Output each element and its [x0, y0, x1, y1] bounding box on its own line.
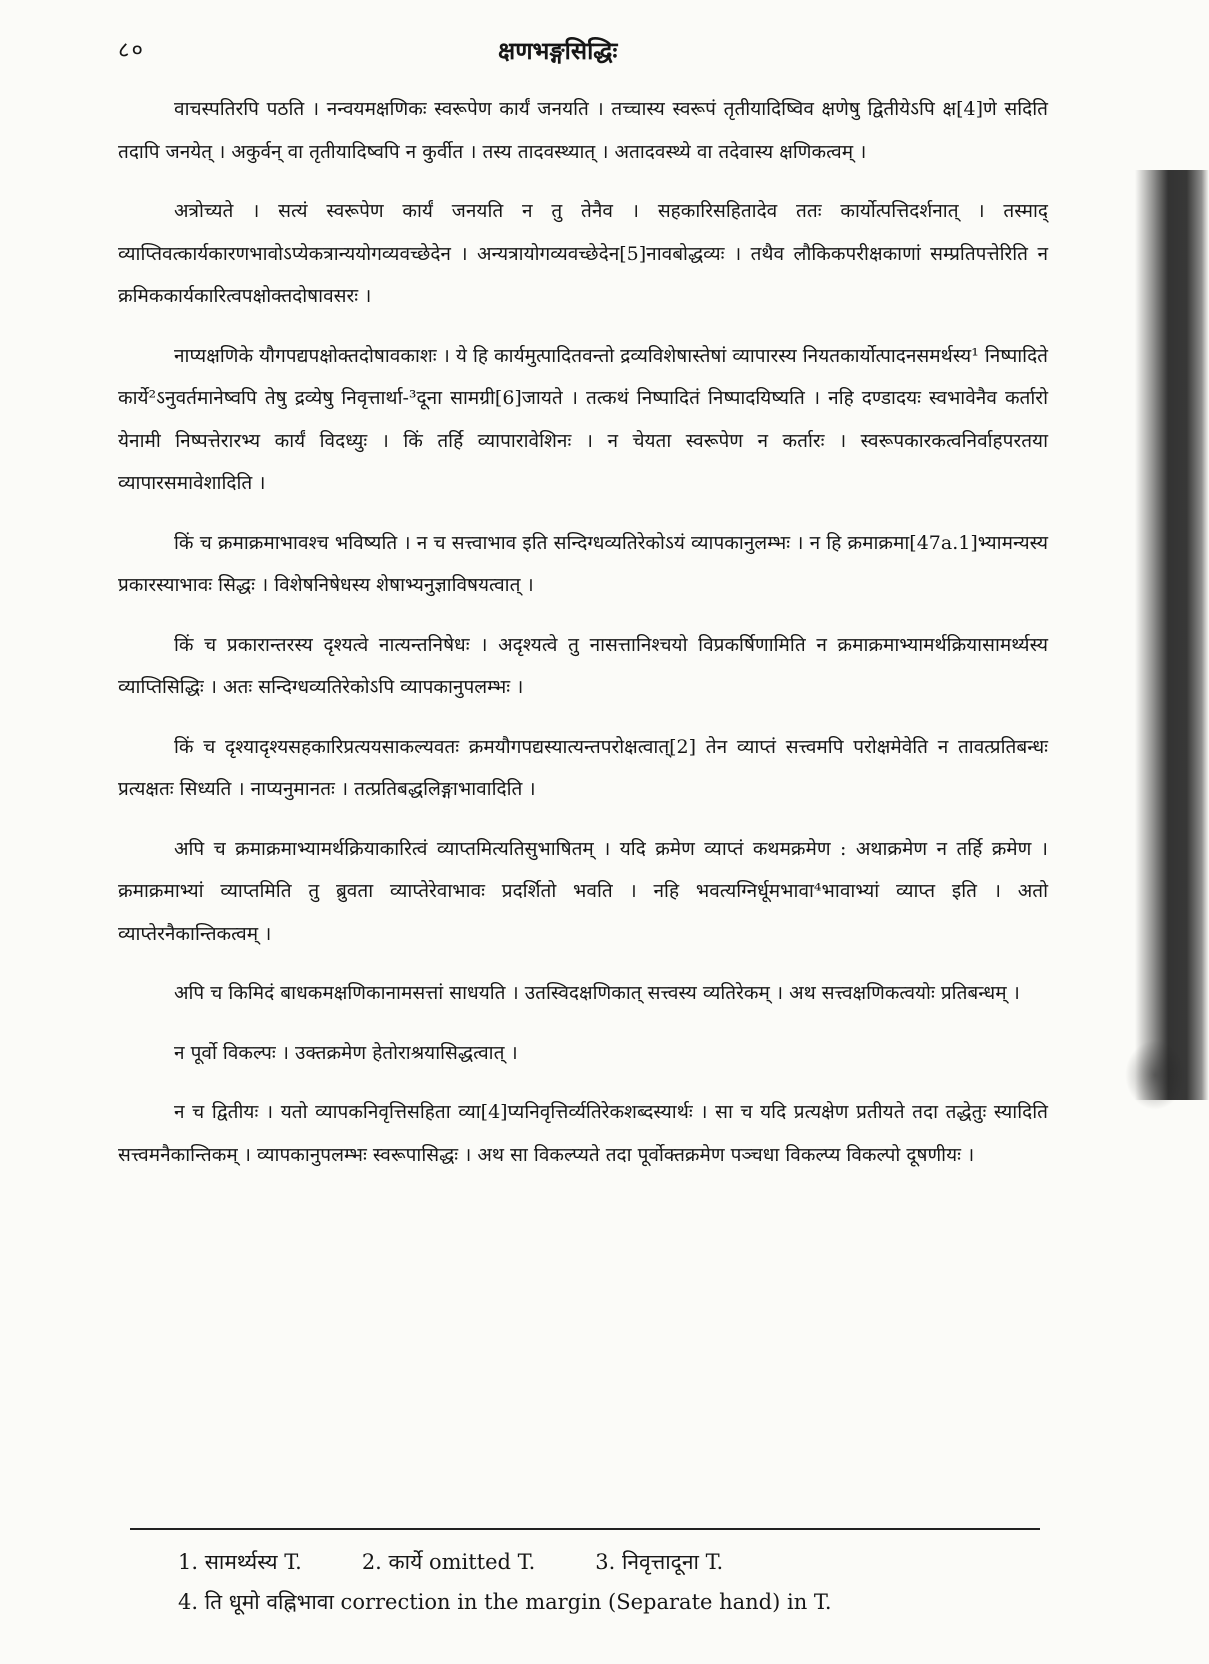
footnote: 3. निवृत्तादूना T. [595, 1550, 724, 1574]
scan-binding-shadow [1125, 1040, 1185, 1110]
footnotes [178, 1542, 1048, 1622]
running-title: क्षणभङ्गसिद्धिः [498, 36, 618, 65]
footnote: 4. ति धूमो वह्निभावा correction in the margin (Separate hand) in T. [178, 1590, 832, 1614]
footnote-row [178, 1542, 1048, 1582]
paragraph: किं च दृश्यादृश्यसहकारिप्रत्ययसाकल्यवतः क्रमयौगपद्यस्यात्यन्तपरोक्षत्वात्[2] तेन व्याप्तं सत्त्वमपि परोक्षमेवेति न तावत्प्रतिबन्धः प्रत्यक्षतः सिध्यति । नाप्यनुमानतः । तत्प्रतिबद्धलिङ्गाभावादिति । [118, 735, 1048, 800]
paragraph: अपि च क्रमाक्रमाभ्यामर्थक्रियाकारित्वं व्याप्तमित्यतिसुभाषितम् । यदि क्रमेण व्याप्तं कथमक्रमेण : अथाक्रमेण न तर्हि क्रमेण । क्रमाक्रमाभ्यां व्याप्तमिति तु ब्रुवता व्याप्तेरेवाभावः प्रदर्शितो भवति । नहि भवत्यग्निर्धूमभावा⁴भावाभ्यां व्याप्त इति । अतो व्याप्तेरनैकान्तिकत्वम् । [118, 837, 1048, 945]
paragraph: न च द्वितीयः । यतो व्यापकनिवृत्तिसहिता व्या[4]प्यनिवृत्तिर्व्यतिरेकशब्दस्यार्थः । सा च यदि प्रत्यक्षेण प्रतीयते तदा तद्धेतुः स्यादिति सत्त्वमनैकान्तिकम् । व्यापकानुपलम्भः स्वरूपासिद्धः । अथ सा विकल्प्यते तदा पूर्वोक्तक्रमेण पञ्चधा विकल्प्य विकल्पो दूषणीयः । [118, 1101, 1048, 1166]
body-text [118, 88, 1048, 1193]
paragraph: अत्रोच्यते । सत्यं स्वरूपेण कार्यं जनयति न तु तेनैव । सहकारिसहितादेव ततः कार्योत्पत्तिदर्शनात् । तस्माद् व्याप्तिवत्कार्यकारणभावोऽप्येकत्रान्ययोगव्यवच्छेदेन । अन्यत्रायोगव्यवच्छेदेन[5]नावबोद्धव्यः । तथैव लौकिकपरीक्षकाणां सम्प्रतिपत्तेरिति न क्रमिककार्यकारित्वपक्षोक्तदोषावसरः । [118, 200, 1048, 307]
paragraph: किं च प्रकारान्तरस्य दृश्यत्वे नात्यन्तनिषेधः । अदृश्यत्वे तु नासत्तानिश्चयो विप्रकर्षिणामिति न क्रमाक्रमाभ्यामर्थक्रियासामर्थ्यस्य व्याप्तिसिद्धिः । अतः सन्दिग्धव्यतिरेकोऽपि व्यापकानुपलम्भः । [118, 633, 1048, 698]
footnote: 1. सामर्थ्यस्य T. [178, 1550, 302, 1574]
paragraph: अपि च किमिदं बाधकमक्षणिकानामसत्तां साधयति । उतस्विदक्षणिकात् सत्त्वस्य व्यतिरेकम् । अथ सत्त्वक्षणिकत्वयोः प्रतिबन्धम् । [174, 982, 1020, 1004]
scan-binding-shadow [1135, 170, 1209, 1100]
page-header [118, 34, 1048, 74]
footnote-rule [130, 1528, 1040, 1530]
paragraph: नाप्यक्षणिके यौगपद्यपक्षोक्तदोषावकाशः । ये हि कार्यमुत्पादितवन्तो द्रव्यविशेषास्तेषां व्यापारस्य नियतकार्योत्पादनसमर्थस्य¹ निष्पादिते कार्ये²ऽनुवर्तमानेष्वपि तेषु द्रव्येषु निवृत्तार्था-³दूना सामग्री[6]जायते । तत्कथं निष्पादितं निष्पादयिष्यति । नहि दण्डादयः स्वभावेनैव कर्तारो येनामी निष्पत्तेरारभ्य कार्यं विदध्युः । किं तर्हि व्यापारावेशिनः । न चेयता स्वरूपेण न कर्तारः । स्वरूपकारकत्वनिर्वाहपरतया व्यापारसमावेशादिति । [118, 344, 1048, 494]
paragraph: न पूर्वो विकल्पः । उक्तक्रमेण हेतोराश्रयासिद्धत्वात् । [174, 1041, 518, 1064]
paragraph: किं च क्रमाक्रमाभावश्च भविष्यति । न च सत्त्वाभाव इति सन्दिग्धव्यतिरेकोऽयं व्यापकानुलम्भः । न हि क्रमाक्रमा[47a.1]भ्यामन्यस्य प्रकारस्याभावः सिद्धः । विशेषनिषेधस्य शेषाभ्यनुज्ञाविषयत्वात् । [118, 531, 1048, 596]
footnote: 2. कार्ये omitted T. [361, 1550, 536, 1574]
paragraph: वाचस्पतिरपि पठति । नन्वयमक्षणिकः स्वरूपेण कार्यं जनयति । तच्चास्य स्वरूपं तृतीयादिष्विव क्षणेषु द्वितीयेऽपि क्ष[4]णे सदिति तदापि जनयेत् । अकुर्वन् वा तृतीयादिष्वपि न कुर्वीत । तस्य तादवस्थ्यात् । अतादवस्थ्ये वा तदेवास्य क्षणिकत्वम् । [118, 98, 1048, 163]
page-number: ८० [118, 38, 145, 63]
